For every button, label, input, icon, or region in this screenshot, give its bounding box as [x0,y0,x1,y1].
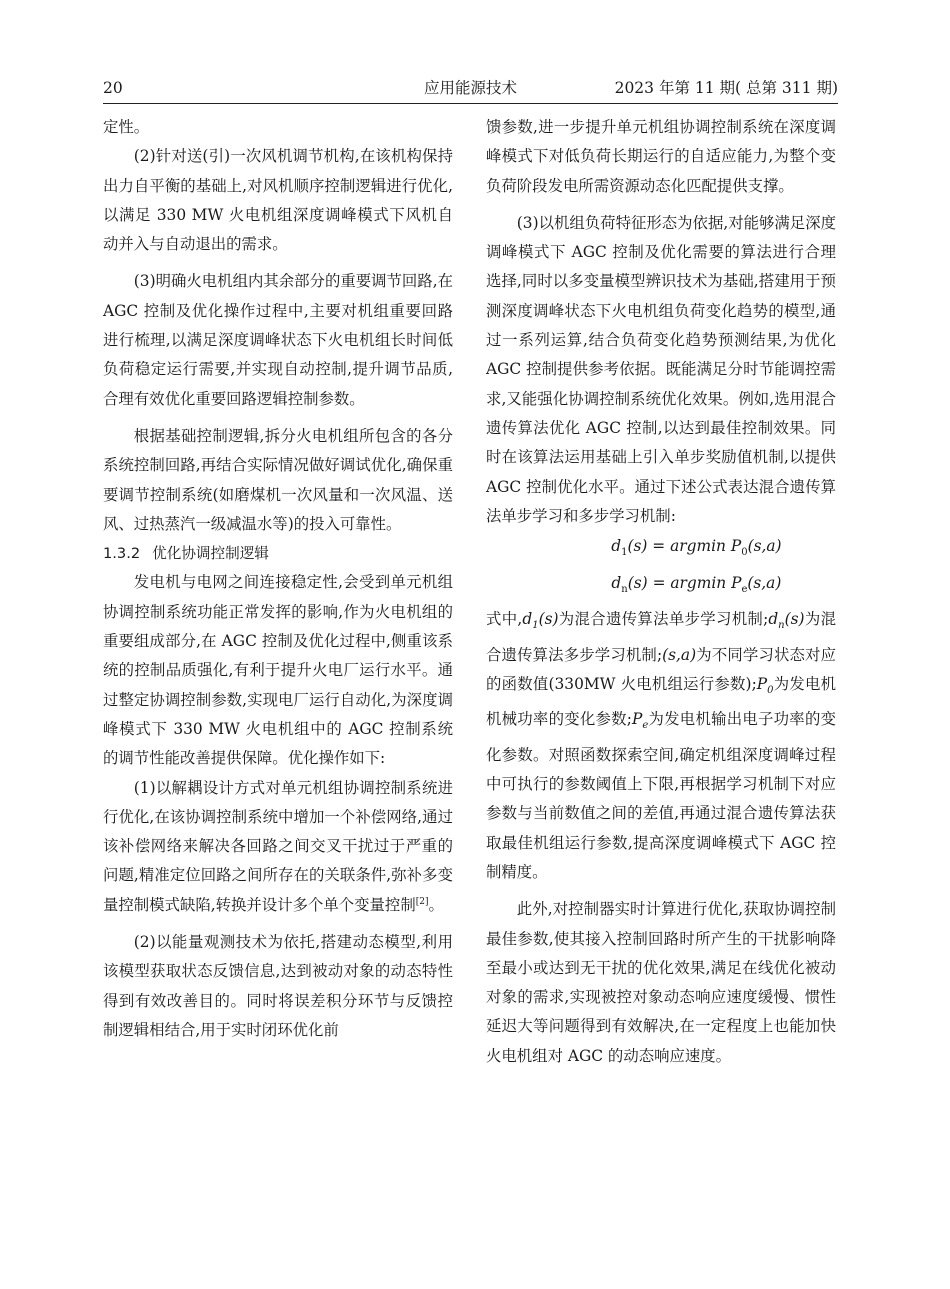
paragraph: 根据基础控制逻辑,拆分火电机组所包含的各分系统控制回路,再结合实际情况做好调试优化,确保重要调节控制系统(如磨煤机一次风量和一次风温、送风、过热蒸汽一级减温水等)的投入可靠性。 [103,426,453,533]
paragraph: 发电机与电网之间连接稳定性,会受到单元机组协调控制系统功能正常发挥的影响,作为火电机组的重要组成部分,在 AGC 控制及优化过程中,侧重该系统的控制品质强化,有利于提升火电厂运行水平。通过整定协调控制参数,实现电厂运行自动化,为深度调峰模式下 330 MW 火电机组中的 AGC 控制系统的调节性能改善提供保障。优化操作如下: [103,573,453,768]
section-number: 1.3.2 [103,545,141,563]
equation-explanation: 式中$,d_1(s)$为混合遗传算法单步学习机制$;d_n(s)$为混合遗传算法多步学习机制;(s,a)为不同学习状态对应的函数值(330MW 火电机组运行参数)$;P_0$为发电机机械功率的变化参数$;P_e$为发电机输出电子功率的变化参数。对照函数探索空间,确定机组深度调峰过程中可执行的参数阈值上下限,再根据学习机制下对应参数与当前数值之间的差值,再通过混合遗传算法获取最佳机组运行参数,提高深度调峰模式下 AGC 控制精度。 [486,610,836,881]
right-column [486,113,836,1071]
paragraph: (3)以机组负荷特征形态为依据,对能够满足深度调峰模式下 AGC 控制及优化需要的算法进行合理选择,同时以多变量模型辨识技术为基础,搭建用于预测深度调峰状态下火电机组负荷变化趋势的模型,通过一系列运算,结合负荷变化趋势预测结果,为优化 AGC 控制提供参考依据。既能满足分时节能调控需求,又能强化协调控制系统优化效果。例如,选用混合遗传算法优化 AGC 控制,以达到最佳控制效果。同时在该算法运用基础上引入单步奖励值机制,以提供 AGC 控制优化水平。通过下述公式表达混合遗传算法单步学习和多步学习机制: [486,213,836,525]
paragraph: 定性。 [103,118,150,136]
paragraph: (3)明确火电机组内其余部分的重要调节回路,在 AGC 控制及优化操作过程中,主要对机组重要回路进行梳理,以满足深度调峰状态下火电机组长时间低负荷稳定运行需要,并实现自动控制,提升调节品质,合理有效优化重要回路逻辑控制参数。 [103,272,453,408]
page-number: 20 [103,79,123,97]
equation-2: $d_n(s) = argmin$ $P_e(s,a)$ [611,574,782,596]
citation: [2] [415,896,429,907]
paragraph: (2)以能量观测技术为依托,搭建动态模型,利用该模型获取状态反馈信息,达到被动对象的动态特性得到有效改善目的。同时将误差积分环节与反馈控制逻辑相结合,用于实时闭环优化前 [103,933,453,1039]
header-rule [103,103,838,104]
paragraph: 馈参数,进一步提升单元机组协调控制系统在深度调峰模式下对低负荷长期运行的自适应能力,为整个变负荷阶段发电所需资源动态化匹配提供支撑。 [486,118,836,195]
paragraph: (2)针对送(引)一次风机调节机构,在该机构保持出力自平衡的基础上,对风机顺序控制逻辑进行优化,以满足 330 MW 火电机组深度调峰模式下风机自动并入与自动退出的需求。 [103,147,453,254]
journal-name: 应用能源技术 [423,79,517,97]
section-heading [103,539,453,568]
section-title: 优化协调控制逻辑 [152,545,269,563]
left-column [103,113,453,1045]
paragraph: 此外,对控制器实时计算进行优化,获取协调控制最佳参数,使其接入控制回路时所产生的干扰影响降至最小或达到无干扰的优化效果,满足在线优化被动对象的需求,实现被控对象动态响应速度缓慢、惯性延迟大等问题得到有效解决,在一定程度上也能加快火电机组对 AGC 的动态响应速度。 [486,900,836,1065]
issue-info: 2023 年第 11 期( 总第 311 期) [614,79,838,97]
equation-1: $d_1(s) = argmin$ $P_0(s,a)$ [611,537,782,559]
paragraph: (1)以解耦设计方式对单元机组协调控制系统进行优化,在该协调控制系统中增加一个补偿网络,通过该补偿网络来解决各回路之间交叉干扰过于严重的问题,精准定位回路之间所存在的关联条件,弥补多变量控制模式缺陷,转换并设计多个单个变量控制[2]。 [103,778,453,914]
running-header [103,74,838,102]
